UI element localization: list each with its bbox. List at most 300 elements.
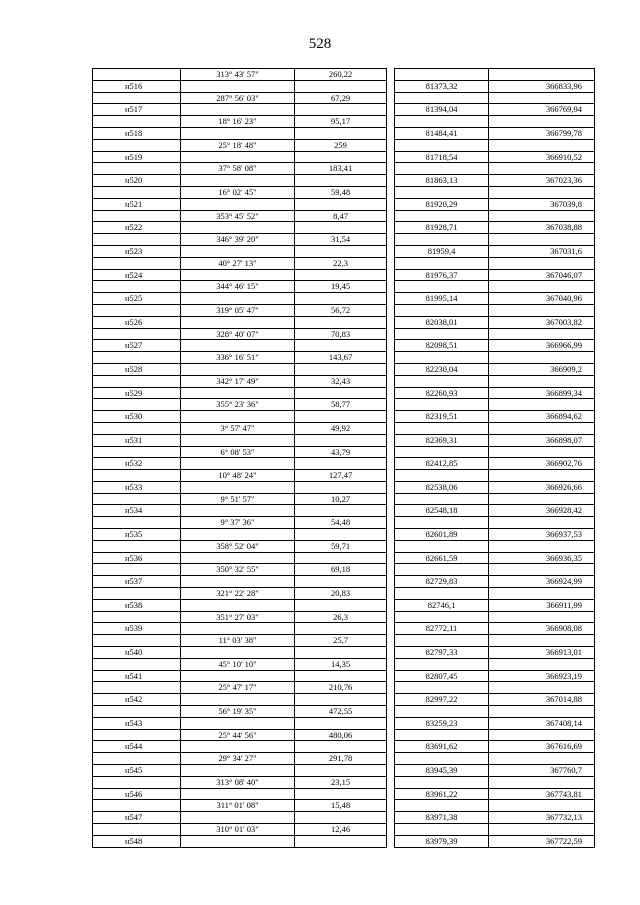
x-coordinate: 81928,71	[395, 222, 489, 234]
x-coordinate-cell	[395, 69, 489, 81]
direction-angle: 313° 43' 57"	[181, 69, 295, 81]
point-name: н519	[93, 151, 181, 163]
x-coordinate: 82807,45	[395, 670, 489, 682]
distance-cell	[295, 552, 387, 564]
distance: 58,77	[295, 399, 387, 411]
gap-cell	[387, 717, 395, 729]
segment-row	[93, 375, 595, 387]
angle-cell	[181, 198, 295, 210]
gap-cell	[387, 234, 395, 246]
segment-row	[93, 422, 595, 434]
point-name: н516	[93, 80, 181, 92]
direction-angle: 355° 23' 36"	[181, 399, 295, 411]
gap-cell	[387, 647, 395, 659]
point-name-cell	[93, 611, 181, 623]
distance-cell	[295, 741, 387, 753]
point-name: н522	[93, 222, 181, 234]
distance-cell	[295, 434, 387, 446]
angle-cell	[181, 481, 295, 493]
angle-cell	[181, 434, 295, 446]
table-body	[93, 69, 595, 848]
segment-row	[93, 753, 595, 765]
x-coordinate-cell	[395, 234, 489, 246]
direction-angle: 37° 58' 08"	[181, 163, 295, 175]
x-coordinate: 83691,62	[395, 741, 489, 753]
distance-cell	[295, 835, 387, 847]
distance: 69,18	[295, 564, 387, 576]
point-name-cell	[93, 446, 181, 458]
x-coordinate-cell	[395, 139, 489, 151]
y-coordinate: 366769,94	[489, 104, 595, 116]
distance: 19,45	[295, 281, 387, 293]
point-row	[93, 741, 595, 753]
point-name-cell	[93, 304, 181, 316]
segment-row	[93, 328, 595, 340]
angle-cell	[181, 647, 295, 659]
x-coordinate: 82260,93	[395, 387, 489, 399]
point-row	[93, 293, 595, 305]
point-name-cell	[93, 564, 181, 576]
gap-cell	[387, 210, 395, 222]
y-coordinate-cell	[489, 470, 595, 482]
direction-angle: 351° 27' 03"	[181, 611, 295, 623]
y-coordinate-cell	[489, 352, 595, 364]
segment-row	[93, 706, 595, 718]
gap-cell	[387, 623, 395, 635]
distance-cell	[295, 576, 387, 588]
point-name-cell	[93, 776, 181, 788]
gap-cell	[387, 611, 395, 623]
gap-cell	[387, 269, 395, 281]
x-coordinate: 82746,1	[395, 599, 489, 611]
distance: 70,83	[295, 328, 387, 340]
point-row	[93, 812, 595, 824]
point-name: н542	[93, 694, 181, 706]
gap-cell	[387, 812, 395, 824]
distance-cell	[295, 198, 387, 210]
point-row	[93, 835, 595, 847]
distance: 10,27	[295, 493, 387, 505]
point-name-cell	[93, 540, 181, 552]
distance-cell	[295, 245, 387, 257]
distance-cell	[295, 694, 387, 706]
point-name-cell	[93, 399, 181, 411]
y-coordinate-cell	[489, 753, 595, 765]
x-coordinate-cell	[395, 517, 489, 529]
point-row	[93, 765, 595, 777]
distance: 59,48	[295, 186, 387, 198]
distance-cell	[295, 363, 387, 375]
y-coordinate: 367003,82	[489, 316, 595, 328]
distance: 8,47	[295, 210, 387, 222]
angle-cell	[181, 293, 295, 305]
angle-cell	[181, 222, 295, 234]
direction-angle: 45° 10' 10"	[181, 658, 295, 670]
point-name-cell	[93, 186, 181, 198]
y-coordinate-cell	[489, 328, 595, 340]
point-row	[93, 340, 595, 352]
direction-angle: 310° 01' 03"	[181, 824, 295, 836]
gap-cell	[387, 458, 395, 470]
distance: 22,3	[295, 257, 387, 269]
gap-cell	[387, 552, 395, 564]
y-coordinate: 366799,78	[489, 127, 595, 139]
point-name-cell	[93, 800, 181, 812]
direction-angle: 18° 16' 23"	[181, 116, 295, 128]
point-name: н531	[93, 434, 181, 446]
direction-angle: 353° 45' 52"	[181, 210, 295, 222]
point-name: н537	[93, 576, 181, 588]
distance: 20,83	[295, 588, 387, 600]
distance-cell	[295, 623, 387, 635]
gap-cell	[387, 694, 395, 706]
angle-cell	[181, 127, 295, 139]
direction-angle: 25° 44' 56"	[181, 729, 295, 741]
page-number: 528	[308, 36, 332, 52]
gap-cell	[387, 517, 395, 529]
point-name-cell	[93, 682, 181, 694]
segment-row	[93, 352, 595, 364]
point-name-cell	[93, 375, 181, 387]
point-row	[93, 434, 595, 446]
x-coordinate-cell	[395, 493, 489, 505]
gap-cell	[387, 387, 395, 399]
x-coordinate-cell	[395, 328, 489, 340]
x-coordinate-cell	[395, 824, 489, 836]
segment-row	[93, 446, 595, 458]
y-coordinate: 366923,19	[489, 670, 595, 682]
x-coordinate-cell	[395, 422, 489, 434]
x-coordinate: 82601,89	[395, 529, 489, 541]
point-name-cell	[93, 257, 181, 269]
x-coordinate: 82098,51	[395, 340, 489, 352]
segment-row	[93, 304, 595, 316]
direction-angle: 29° 34' 27"	[181, 753, 295, 765]
y-coordinate: 367039,8	[489, 198, 595, 210]
segment-row	[93, 470, 595, 482]
gap-cell	[387, 198, 395, 210]
distance-cell	[295, 788, 387, 800]
gap-cell	[387, 540, 395, 552]
x-coordinate: 81976,37	[395, 269, 489, 281]
angle-cell	[181, 269, 295, 281]
gap-cell	[387, 505, 395, 517]
segment-row	[93, 234, 595, 246]
distance-cell	[295, 529, 387, 541]
gap-cell	[387, 800, 395, 812]
angle-cell	[181, 835, 295, 847]
x-coordinate: 82797,33	[395, 647, 489, 659]
point-name: н523	[93, 245, 181, 257]
y-coordinate: 367031,6	[489, 245, 595, 257]
angle-cell	[181, 599, 295, 611]
distance-cell	[295, 458, 387, 470]
gap-cell	[387, 281, 395, 293]
distance-cell	[295, 387, 387, 399]
x-coordinate-cell	[395, 399, 489, 411]
direction-angle: 9° 51' 57"	[181, 493, 295, 505]
point-row	[93, 599, 595, 611]
gap-cell	[387, 446, 395, 458]
y-coordinate: 366928,42	[489, 505, 595, 517]
direction-angle: 11° 03' 38"	[181, 635, 295, 647]
distance-cell	[295, 647, 387, 659]
y-coordinate: 366833,96	[489, 80, 595, 92]
point-row	[93, 269, 595, 281]
y-coordinate: 366909,2	[489, 363, 595, 375]
direction-angle: 10° 48' 24"	[181, 470, 295, 482]
gap-cell	[387, 69, 395, 81]
direction-angle: 344° 46' 15"	[181, 281, 295, 293]
point-row	[93, 647, 595, 659]
x-coordinate-cell	[395, 281, 489, 293]
segment-row	[93, 116, 595, 128]
gap-cell	[387, 706, 395, 718]
x-coordinate-cell	[395, 776, 489, 788]
gap-cell	[387, 139, 395, 151]
segment-row	[93, 658, 595, 670]
segment-row	[93, 824, 595, 836]
direction-angle: 287° 56' 03"	[181, 92, 295, 104]
distance-cell	[295, 316, 387, 328]
y-coordinate-cell	[489, 800, 595, 812]
y-coordinate-cell	[489, 234, 595, 246]
point-name: н524	[93, 269, 181, 281]
angle-cell	[181, 151, 295, 163]
gap-cell	[387, 163, 395, 175]
segment-row	[93, 210, 595, 222]
y-coordinate-cell	[489, 658, 595, 670]
x-coordinate-cell	[395, 352, 489, 364]
angle-cell	[181, 552, 295, 564]
point-row	[93, 316, 595, 328]
point-row	[93, 387, 595, 399]
x-coordinate: 82369,31	[395, 434, 489, 446]
x-coordinate-cell	[395, 163, 489, 175]
direction-angle: 328° 40' 07"	[181, 328, 295, 340]
x-coordinate: 82412,85	[395, 458, 489, 470]
point-name: н541	[93, 670, 181, 682]
distance: 59,71	[295, 540, 387, 552]
angle-cell	[181, 505, 295, 517]
segment-row	[93, 611, 595, 623]
distance: 56,72	[295, 304, 387, 316]
distance: 54,48	[295, 517, 387, 529]
x-coordinate-cell	[395, 611, 489, 623]
x-coordinate-cell	[395, 540, 489, 552]
point-row	[93, 552, 595, 564]
point-name-cell	[93, 753, 181, 765]
x-coordinate: 81863,13	[395, 175, 489, 187]
point-name: н525	[93, 293, 181, 305]
x-coordinate: 82538,06	[395, 481, 489, 493]
point-name-cell	[93, 706, 181, 718]
angle-cell	[181, 245, 295, 257]
y-coordinate: 367743,81	[489, 788, 595, 800]
y-coordinate-cell	[489, 139, 595, 151]
y-coordinate-cell	[489, 540, 595, 552]
direction-angle: 358° 52' 04"	[181, 540, 295, 552]
y-coordinate-cell	[489, 635, 595, 647]
segment-row	[93, 682, 595, 694]
y-coordinate: 366899,34	[489, 387, 595, 399]
x-coordinate: 81484,41	[395, 127, 489, 139]
angle-cell	[181, 765, 295, 777]
gap-cell	[387, 682, 395, 694]
y-coordinate: 366894,62	[489, 411, 595, 423]
point-name: н544	[93, 741, 181, 753]
gap-cell	[387, 328, 395, 340]
angle-cell	[181, 411, 295, 423]
y-coordinate: 366926,66	[489, 481, 595, 493]
x-coordinate-cell	[395, 588, 489, 600]
y-coordinate: 367732,13	[489, 812, 595, 824]
y-coordinate-cell	[489, 729, 595, 741]
distance: 210,76	[295, 682, 387, 694]
y-coordinate: 366908,08	[489, 623, 595, 635]
point-row	[93, 576, 595, 588]
segment-row	[93, 635, 595, 647]
distance-cell	[295, 104, 387, 116]
angle-cell	[181, 670, 295, 682]
y-coordinate: 367014,88	[489, 694, 595, 706]
x-coordinate-cell	[395, 729, 489, 741]
x-coordinate-cell	[395, 658, 489, 670]
point-name: н548	[93, 835, 181, 847]
point-name-cell	[93, 163, 181, 175]
point-name: н528	[93, 363, 181, 375]
y-coordinate: 366966,99	[489, 340, 595, 352]
angle-cell	[181, 363, 295, 375]
point-name-cell	[93, 517, 181, 529]
direction-angle: 56° 19' 35"	[181, 706, 295, 718]
angle-cell	[181, 788, 295, 800]
gap-cell	[387, 493, 395, 505]
distance: 43,79	[295, 446, 387, 458]
gap-cell	[387, 293, 395, 305]
gap-cell	[387, 434, 395, 446]
y-coordinate-cell	[489, 824, 595, 836]
gap-cell	[387, 765, 395, 777]
distance: 15,48	[295, 800, 387, 812]
point-name-cell	[93, 352, 181, 364]
point-name-cell	[93, 328, 181, 340]
y-coordinate: 367046,07	[489, 269, 595, 281]
y-coordinate-cell	[489, 517, 595, 529]
distance-cell	[295, 340, 387, 352]
point-row	[93, 694, 595, 706]
segment-row	[93, 493, 595, 505]
segment-row	[93, 540, 595, 552]
distance: 23,15	[295, 776, 387, 788]
distance: 260,22	[295, 69, 387, 81]
y-coordinate-cell	[489, 116, 595, 128]
point-row	[93, 151, 595, 163]
point-row	[93, 623, 595, 635]
segment-row	[93, 281, 595, 293]
angle-cell	[181, 812, 295, 824]
y-coordinate-cell	[489, 446, 595, 458]
y-coordinate-cell	[489, 588, 595, 600]
point-row	[93, 80, 595, 92]
x-coordinate: 82729,83	[395, 576, 489, 588]
point-name-cell	[93, 234, 181, 246]
y-coordinate: 367616,69	[489, 741, 595, 753]
point-row	[93, 222, 595, 234]
x-coordinate-cell	[395, 304, 489, 316]
point-name: н518	[93, 127, 181, 139]
point-name: н521	[93, 198, 181, 210]
point-name: н526	[93, 316, 181, 328]
gap-cell	[387, 363, 395, 375]
gap-cell	[387, 529, 395, 541]
gap-cell	[387, 741, 395, 753]
y-coordinate: 367038,88	[489, 222, 595, 234]
direction-angle: 40° 27' 13"	[181, 257, 295, 269]
y-coordinate: 367722,59	[489, 835, 595, 847]
x-coordinate: 81995,14	[395, 293, 489, 305]
point-name: н547	[93, 812, 181, 824]
gap-cell	[387, 399, 395, 411]
x-coordinate: 83971,38	[395, 812, 489, 824]
point-name: н539	[93, 623, 181, 635]
segment-row	[93, 163, 595, 175]
y-coordinate-cell	[489, 682, 595, 694]
direction-angle: 6° 08' 53"	[181, 446, 295, 458]
y-coordinate: 366936,35	[489, 552, 595, 564]
distance: 14,35	[295, 658, 387, 670]
x-coordinate: 82038,01	[395, 316, 489, 328]
gap-cell	[387, 127, 395, 139]
point-name-cell	[93, 116, 181, 128]
angle-cell	[181, 340, 295, 352]
x-coordinate: 82661,59	[395, 552, 489, 564]
x-coordinate-cell	[395, 375, 489, 387]
distance: 143,67	[295, 352, 387, 364]
direction-angle: 25° 18' 48"	[181, 139, 295, 151]
angle-cell	[181, 694, 295, 706]
x-coordinate-cell	[395, 564, 489, 576]
x-coordinate: 83961,22	[395, 788, 489, 800]
point-row	[93, 127, 595, 139]
angle-cell	[181, 80, 295, 92]
gap-cell	[387, 80, 395, 92]
point-name-cell	[93, 210, 181, 222]
x-coordinate: 83259,23	[395, 717, 489, 729]
y-coordinate-cell	[489, 564, 595, 576]
distance-cell	[295, 670, 387, 682]
gap-cell	[387, 658, 395, 670]
gap-cell	[387, 788, 395, 800]
point-name: н533	[93, 481, 181, 493]
y-coordinate-cell	[489, 706, 595, 718]
x-coordinate-cell	[395, 470, 489, 482]
point-row	[93, 198, 595, 210]
distance-cell	[295, 481, 387, 493]
direction-angle: 342° 17' 49"	[181, 375, 295, 387]
angle-cell	[181, 623, 295, 635]
point-row	[93, 529, 595, 541]
segment-row	[93, 257, 595, 269]
point-name: н532	[93, 458, 181, 470]
gap-cell	[387, 576, 395, 588]
distance-cell	[295, 269, 387, 281]
gap-cell	[387, 186, 395, 198]
point-name-cell	[93, 824, 181, 836]
angle-cell	[181, 576, 295, 588]
point-row	[93, 505, 595, 517]
x-coordinate-cell	[395, 446, 489, 458]
